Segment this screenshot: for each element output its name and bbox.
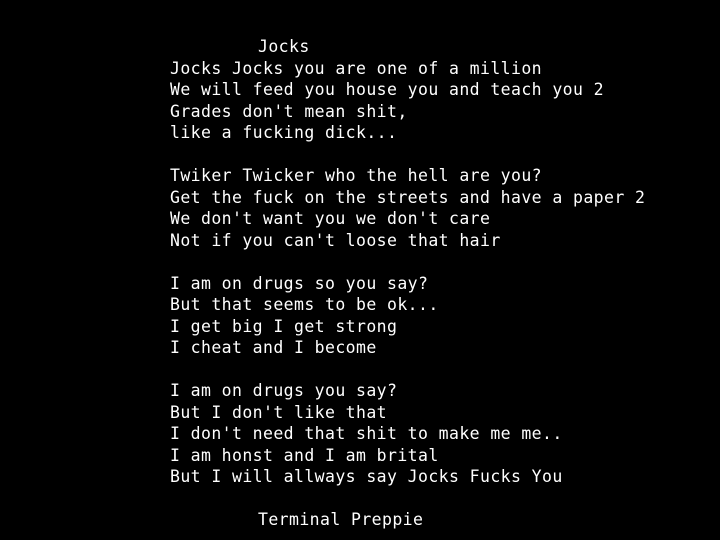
lyric-line: I am on drugs you say? bbox=[170, 381, 398, 400]
lyric-spacer bbox=[170, 488, 710, 510]
lyric-line: I am honst and I am brital bbox=[170, 445, 439, 465]
lyric-line: Jocks Jocks you are one of a million bbox=[170, 58, 543, 78]
band-name: Terminal Preppie bbox=[258, 510, 424, 529]
lyric-line: I don't need that shit to make me me.. bbox=[170, 424, 563, 443]
lyric-line: But that seems to be ok... bbox=[170, 295, 439, 314]
song-title: Jocks bbox=[258, 37, 310, 56]
lyric-line: like a fucking dick... bbox=[170, 123, 398, 142]
lyric-spacer bbox=[170, 251, 710, 273]
lyrics-block bbox=[170, 36, 710, 531]
lyric-line: I get big I get strong bbox=[170, 316, 398, 336]
lyric-spacer bbox=[170, 144, 710, 166]
lyric-line: But I don't like that bbox=[170, 402, 388, 422]
lyric-line: We will feed you house you and teach you 2 bbox=[170, 80, 605, 99]
lyric-spacer bbox=[170, 359, 710, 381]
lyric-line: Grades don't mean shit, bbox=[170, 101, 408, 121]
lyric-line: Get the fuck on the streets and have a paper 2 bbox=[170, 187, 646, 207]
lyric-line: We don't want you we don't care bbox=[170, 209, 491, 228]
lyric-line: But I will allways say Jocks Fucks You bbox=[170, 467, 563, 486]
lyric-line: Twiker Twicker who the hell are you? bbox=[170, 166, 543, 185]
lyric-line: I cheat and I become bbox=[170, 338, 377, 357]
lyric-line: I am on drugs so you say? bbox=[170, 273, 429, 293]
lyric-line: Not if you can't loose that hair bbox=[170, 230, 501, 250]
